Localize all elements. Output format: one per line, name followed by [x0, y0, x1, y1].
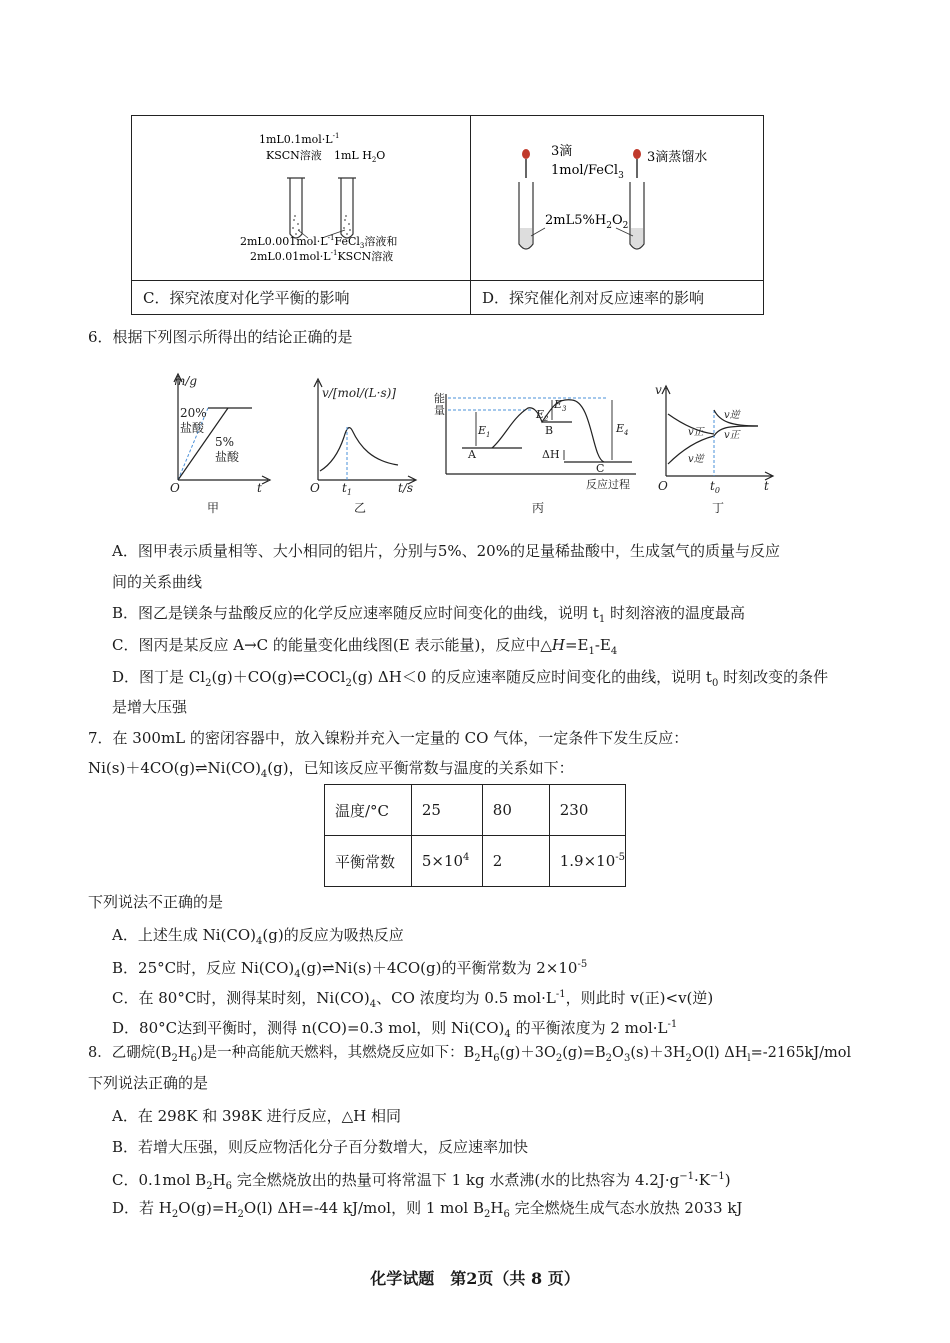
svg-text:量: 量 [434, 404, 445, 417]
svg-text:v正: v正 [688, 427, 704, 438]
q8-option-a: A．在 298K 和 398K 进行反应，△H 相同 [112, 1107, 401, 1125]
q7-stem: 7．在 300mL 的密闭容器中，放入镍粉并充入一定量的 CO 气体，一定条件下发生反应： [88, 729, 689, 747]
svg-text:E1: $E_1$ [478, 424, 491, 439]
figure-bing [432, 378, 642, 518]
q8-option-b: B．若增大压强，则反应物活化分子百分数增大，反应速率加快 [112, 1138, 529, 1156]
q6-stem: 6．根据下列图示所得出的结论正确的是 [88, 328, 353, 346]
q8-option-d: D．若 $H_2O(g)=H_2O(l)$ ΔH=-44 kJ/mol，则 1 mol $B_2H_6$ 完全燃烧生成气态水放热 2033 kJ [112, 1199, 743, 1220]
table-cell: 平衡常数 [325, 836, 412, 887]
page-footer: 化学试题 第2页（共 8 页） [370, 1269, 580, 1288]
svg-text:3滴: 3滴 [551, 144, 573, 159]
svg-text:t/s: t/s [398, 481, 414, 495]
q6-option-b: B．图乙是镁条与盐酸反应的化学反应速率随反应时间变化的曲线，说明 $t_1$ 时刻溶液的温度最高 [112, 604, 745, 625]
svg-text:盐酸: 盐酸 [180, 421, 205, 435]
q7-reaction: $Ni(s)+4CO(g)\rightleftharpoons Ni(CO)_4(g)$，已知该反应平衡常数与温度的关系如下： [88, 759, 574, 780]
svg-text:1mL0.1mol·L-1: $1mL0.1mol\cdot L^{-1}$ [259, 132, 340, 146]
table-cell: $5\times 10^4$ [411, 836, 482, 887]
q7-option-b: B．25°C时，反应 $Ni(CO)_4(g)\rightleftharpoons Ni(s)+4CO(g)$的平衡常数为 $2\times 10^{-5}$ [112, 959, 588, 980]
caption-c: C．探究浓度对化学平衡的影响 [143, 289, 350, 307]
q6-option-d: D．图丁是 $Cl_2(g)+CO(g)\rightleftharpoons COCl_2(g)$ ΔH＜0 的反应速率随反应时间变化的曲线，说明 $t_0$ 时刻改变的条件 [112, 668, 829, 689]
svg-text:乙: 乙 [354, 501, 367, 515]
svg-text:E3: $E_3$ [554, 398, 567, 413]
svg-text:t0: $t_0$ [710, 479, 720, 495]
q8-stem-2: 下列说法正确的是 [88, 1074, 209, 1092]
experiment-table [131, 115, 764, 315]
table-header-cell: 25 [411, 785, 482, 836]
svg-text:C: C [596, 462, 605, 475]
table-header-cell: 温度/°C [325, 785, 412, 836]
svg-text:盐酸: 盐酸 [215, 450, 240, 464]
svg-text:丁: 丁 [712, 501, 725, 515]
q7-option-d: D．80°C达到平衡时，测得 n(CO)=0.3 mol，则 $Ni(CO)_4$ 的平衡浓度为 2 $mol\cdot L^{-1}$ [112, 1019, 678, 1040]
q6-option-c: C．图丙是某反应 A→C 的能量变化曲线图(E 表示能量)，反应中$\triangle H=E_1-E_4$ [112, 636, 618, 657]
q8-option-c: C．0.1mol $B_2H_6$ 完全燃烧放出的热量可将常温下 1 kg 水煮沸(水的比热容为 $4.2J\cdot g^{-1}\cdot K^{-1}$) [112, 1171, 731, 1192]
table-header-cell: 230 [549, 785, 625, 836]
q7-option-a: A．上述生成 $Ni(CO)_4(g)$的反应为吸热反应 [112, 926, 404, 947]
svg-text:B: B [545, 424, 554, 437]
svg-text:能: 能 [434, 392, 445, 405]
svg-text:v/[mol/(L·s)]: v/[mol/(L·s)] [322, 386, 396, 400]
figure-c-test-tubes [132, 116, 470, 280]
svg-text:2mL0.001mol·L-1FeCl3溶液和: $2mL0.001mol\cdot L^{-1}FeCl_3$溶液和 [240, 234, 398, 250]
table-header-cell: 80 [482, 785, 549, 836]
svg-text:ΔH: ΔH [542, 448, 560, 461]
table-cell: $1.9\times 10^{-5}$ [549, 836, 625, 887]
svg-text:A: A [468, 448, 476, 461]
figure-yi [300, 375, 420, 518]
figure-ding [652, 380, 777, 518]
q6-option-d-cont: 是增大压强 [112, 698, 188, 716]
q6-option-a-cont: 间的关系曲线 [112, 573, 203, 591]
svg-text:E4: $E_4$ [616, 422, 629, 437]
dropper-bulb-icon [522, 149, 530, 159]
svg-text:丙: 丙 [532, 501, 545, 515]
q8-stem: 8．乙硼烷$(B_2H_6)$是一种高能航天燃料，其燃烧反应如下：$B_2H_6(g)+3O_2(g)=B_2O_3(s)+3H_2O(l)$ $\Delta H_l=-2165kJ$/mol [88, 1045, 852, 1064]
figure-d-test-tubes [471, 116, 763, 280]
table-cell: 2 [482, 836, 549, 887]
svg-text:t: t [257, 481, 262, 495]
figure-jia [160, 368, 275, 518]
svg-text:1mol/FeCl3: 1mol/FeCl$_3$ [551, 163, 624, 181]
svg-text:KSCN溶液: KSCN溶液 [266, 149, 322, 162]
svg-text:1mL H2O: 1mL $H_2O$ [334, 149, 386, 164]
svg-text:20%: 20% [180, 406, 207, 420]
q7-option-c: C．在 80°C时，测得某时刻，$Ni(CO)_4$、CO 浓度均为 0.5 $mol\cdot L^{-1}$，则此时 v(正)<v(逆) [112, 989, 714, 1010]
svg-text:v正: v正 [724, 430, 740, 441]
svg-text:t1: $t_1$ [342, 481, 352, 497]
svg-text:O: O [310, 481, 320, 495]
caption-d: D．探究催化剂对反应速率的影响 [482, 289, 705, 307]
svg-text:5%: 5% [215, 435, 235, 449]
svg-text:O: O [170, 481, 180, 495]
dropper-bulb-icon [633, 149, 641, 159]
q6-option-a: A．图甲表示质量相等、大小相同的铝片，分别与5%、20%的足量稀盐酸中，生成氢气的质量与反应 [112, 542, 780, 560]
svg-text:v逆: v逆 [688, 454, 704, 465]
svg-text:反应过程: 反应过程 [586, 478, 630, 491]
svg-text:m/g: m/g [174, 374, 198, 388]
svg-text:3滴蒸馏水: 3滴蒸馏水 [647, 150, 708, 165]
svg-text:甲: 甲 [207, 501, 220, 515]
svg-text:2mL5%H2O2: $2mL5\%H_2O_2$ [545, 213, 629, 231]
q7-stem-2: 下列说法不正确的是 [88, 893, 224, 911]
table-horizontal-divider [132, 280, 763, 281]
svg-text:E2: $E_2$ [536, 408, 549, 423]
svg-text:t: t [764, 479, 769, 493]
svg-text:v: v [655, 383, 662, 397]
svg-text:2mL0.01mol·L-1KSCN溶液: $2mL0.01mol\cdot L^{-1}KSCN$溶液 [250, 249, 394, 263]
equilibrium-table [324, 784, 626, 887]
svg-text:v逆: v逆 [724, 410, 740, 421]
svg-text:O: O [658, 479, 668, 493]
